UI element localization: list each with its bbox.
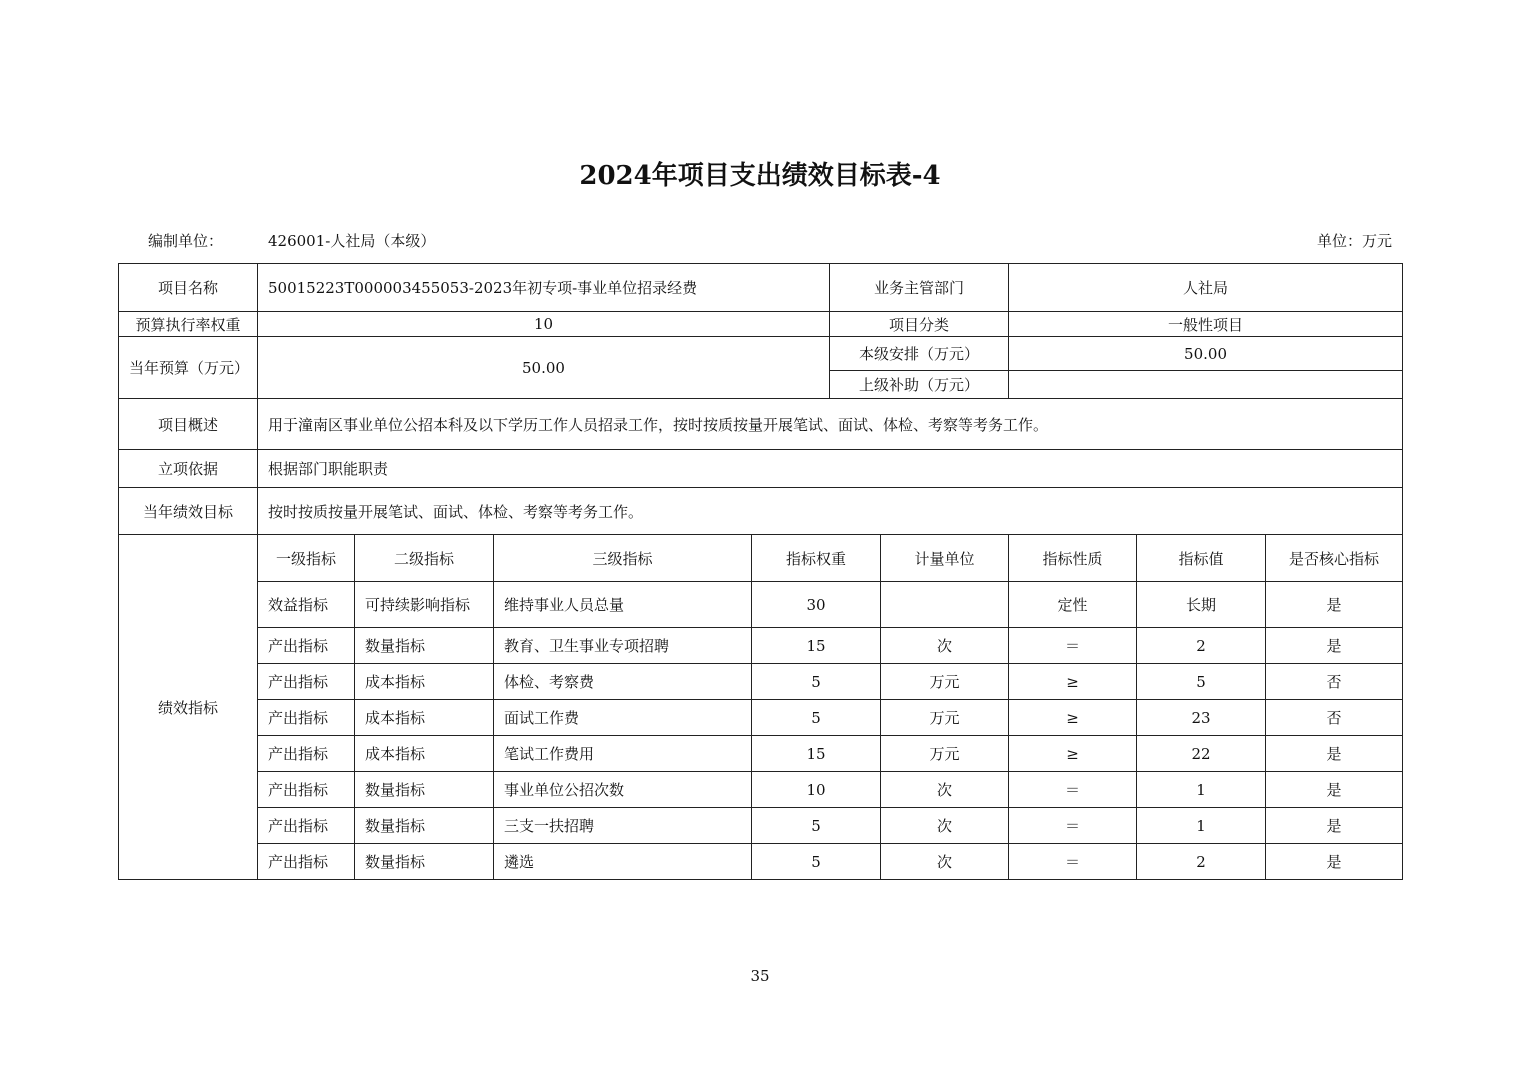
- level3-cell: 遴选: [494, 844, 752, 880]
- value-cell: 22: [1137, 736, 1266, 772]
- overview-value: 用于潼南区事业单位公招本科及以下学历工作人员招录工作，按时按质按量开展笔试、面试、体检、考察等考务工作。: [258, 399, 1403, 450]
- table-row: [119, 664, 1403, 700]
- department-label: 业务主管部门: [830, 264, 1009, 312]
- column-header: 一级指标: [258, 535, 355, 582]
- level2-cell: 数量指标: [355, 844, 494, 880]
- column-header: 指标值: [1137, 535, 1266, 582]
- unit-cell: 万元: [881, 700, 1009, 736]
- unit-cell: 次: [881, 844, 1009, 880]
- level2-cell: 成本指标: [355, 664, 494, 700]
- nature-cell: ≥: [1009, 736, 1137, 772]
- level3-cell: 教育、卫生事业专项招聘: [494, 628, 752, 664]
- nature-cell: ≥: [1009, 664, 1137, 700]
- core-cell: 是: [1266, 582, 1403, 628]
- compiling-unit-label: 编制单位：: [148, 232, 224, 250]
- weight-cell: 5: [752, 808, 881, 844]
- goal-row: [119, 488, 1403, 535]
- weight-cell: 5: [752, 700, 881, 736]
- column-header: 指标性质: [1009, 535, 1137, 582]
- table-row: [119, 736, 1403, 772]
- core-cell: 否: [1266, 664, 1403, 700]
- table-row: [119, 700, 1403, 736]
- project-name-label: 项目名称: [119, 264, 258, 312]
- department-value: 人社局: [1009, 264, 1403, 312]
- project-name-row: [119, 264, 1403, 312]
- local-arrangement-label: 本级安排（万元）: [830, 337, 1009, 371]
- level1-cell: 产出指标: [258, 628, 355, 664]
- column-header: 指标权重: [752, 535, 881, 582]
- goal-label: 当年绩效目标: [119, 488, 258, 535]
- performance-table: [118, 263, 1403, 880]
- basis-label: 立项依据: [119, 450, 258, 488]
- upper-subsidy-value: [1009, 371, 1403, 399]
- unit-cell: 次: [881, 808, 1009, 844]
- budget-weight-value: 10: [258, 312, 830, 337]
- table-row: [119, 628, 1403, 664]
- value-cell: 1: [1137, 808, 1266, 844]
- column-header: 三级指标: [494, 535, 752, 582]
- value-cell: 1: [1137, 772, 1266, 808]
- level1-cell: 产出指标: [258, 664, 355, 700]
- unit-cell: 万元: [881, 736, 1009, 772]
- overview-row: [119, 399, 1403, 450]
- table-row: [119, 772, 1403, 808]
- annual-budget-value: 50.00: [258, 337, 830, 399]
- column-header: 是否核心指标: [1266, 535, 1403, 582]
- nature-cell: ＝: [1009, 772, 1137, 808]
- nature-cell: ＝: [1009, 808, 1137, 844]
- nature-cell: ≥: [1009, 700, 1137, 736]
- project-category-label: 项目分类: [830, 312, 1009, 337]
- column-header: 二级指标: [355, 535, 494, 582]
- indicators-section-label: 绩效指标: [119, 535, 258, 880]
- level1-cell: 产出指标: [258, 700, 355, 736]
- unit-cell: 次: [881, 628, 1009, 664]
- core-cell: 是: [1266, 628, 1403, 664]
- table-row: [119, 582, 1403, 628]
- goal-value: 按时按质按量开展笔试、面试、体检、考察等考务工作。: [258, 488, 1403, 535]
- core-cell: 否: [1266, 700, 1403, 736]
- level2-cell: 数量指标: [355, 772, 494, 808]
- weight-cell: 10: [752, 772, 881, 808]
- level1-cell: 产出指标: [258, 772, 355, 808]
- weight-cell: 30: [752, 582, 881, 628]
- unit-cell: 万元: [881, 664, 1009, 700]
- nature-cell: ＝: [1009, 844, 1137, 880]
- value-cell: 5: [1137, 664, 1266, 700]
- level1-cell: 效益指标: [258, 582, 355, 628]
- project-category-value: 一般性项目: [1009, 312, 1403, 337]
- level3-cell: 体检、考察费: [494, 664, 752, 700]
- compiling-unit-value: 426001-人社局（本级）: [268, 232, 436, 250]
- unit-cell: 次: [881, 772, 1009, 808]
- level3-cell: 事业单位公招次数: [494, 772, 752, 808]
- weight-cell: 5: [752, 844, 881, 880]
- weight-cell: 5: [752, 664, 881, 700]
- basis-value: 根据部门职能职责: [258, 450, 1403, 488]
- level3-cell: 维持事业人员总量: [494, 582, 752, 628]
- value-cell: 2: [1137, 628, 1266, 664]
- level2-cell: 可持续影响指标: [355, 582, 494, 628]
- annual-budget-label: 当年预算（万元）: [119, 337, 258, 399]
- core-cell: 是: [1266, 736, 1403, 772]
- overview-label: 项目概述: [119, 399, 258, 450]
- page-number: 35: [750, 967, 770, 985]
- budget-row: [119, 337, 1403, 371]
- level3-cell: 笔试工作费用: [494, 736, 752, 772]
- level2-cell: 数量指标: [355, 628, 494, 664]
- currency-unit: 单位：万元: [1316, 232, 1392, 250]
- budget-weight-label: 预算执行率权重: [119, 312, 258, 337]
- core-cell: 是: [1266, 808, 1403, 844]
- level1-cell: 产出指标: [258, 844, 355, 880]
- weight-cell: 15: [752, 736, 881, 772]
- table-row: [119, 808, 1403, 844]
- level1-cell: 产出指标: [258, 808, 355, 844]
- basis-row: [119, 450, 1403, 488]
- weight-row: [119, 312, 1403, 337]
- level3-cell: 面试工作费: [494, 700, 752, 736]
- level3-cell: 三支一扶招聘: [494, 808, 752, 844]
- level2-cell: 数量指标: [355, 808, 494, 844]
- nature-cell: ＝: [1009, 628, 1137, 664]
- value-cell: 23: [1137, 700, 1266, 736]
- level1-cell: 产出指标: [258, 736, 355, 772]
- level2-cell: 成本指标: [355, 700, 494, 736]
- core-cell: 是: [1266, 772, 1403, 808]
- page-title: 2024年项目支出绩效目标表-4: [579, 161, 941, 191]
- table-row: [119, 844, 1403, 880]
- level2-cell: 成本指标: [355, 736, 494, 772]
- unit-cell: [881, 582, 1009, 628]
- nature-cell: 定性: [1009, 582, 1137, 628]
- weight-cell: 15: [752, 628, 881, 664]
- project-name-value: 50015223T000003455053-2023年初专项-事业单位招录经费: [258, 264, 830, 312]
- local-arrangement-value: 50.00: [1009, 337, 1403, 371]
- value-cell: 2: [1137, 844, 1266, 880]
- value-cell: 长期: [1137, 582, 1266, 628]
- core-cell: 是: [1266, 844, 1403, 880]
- column-header: 计量单位: [881, 535, 1009, 582]
- upper-subsidy-label: 上级补助（万元）: [830, 371, 1009, 399]
- indicator-header-row: [119, 535, 1403, 582]
